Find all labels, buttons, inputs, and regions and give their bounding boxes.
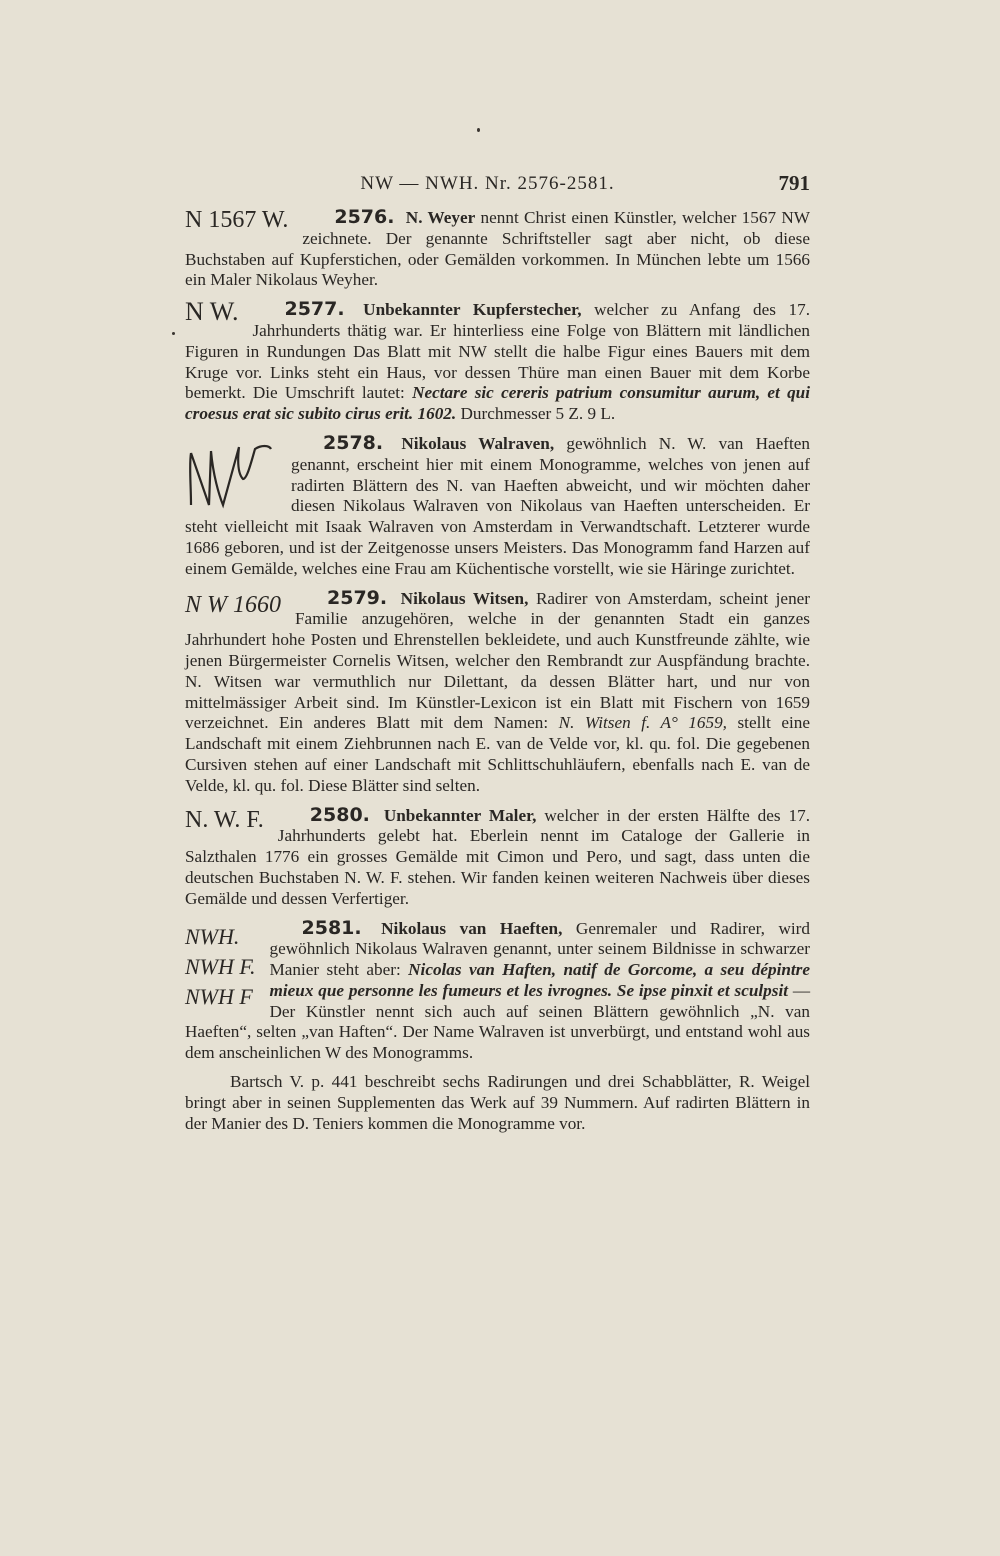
entry-text: Radirer von Amsterdam, scheint jener Familie anzugehören, welche in der genannten Stadt ein ganzes Jahrhundert hohe Posten und Ehrenstellen bekleidete, und auch Kunstfreunde zählte, wie jenen Bürgermeister Cornelis Witsen, welcher den Rembrandt zur Auspfändung brachte. N. Witsen war vermuthlich nur Dilettant, da dessen Blätter hart, und nur von mittelmässiger Arbeit sind. Im Künstler-Lexicon ist ein Blatt mit Fischern von 1659 verzeichnet. Ein anderes Blatt mit dem Namen:: [185, 588, 811, 733]
body-text: [185, 207, 810, 1134]
monogram: [185, 209, 288, 231]
entry-text: welcher zu Anfang des 17. Jahrhunderts thätig war. Er hinterliess eine Folge von Blättern mit ländlichen Figuren in Rundungen Das Blatt mit NW stellt die halbe Figur eines Bauers mit dem Kruge vor. Links steht ein Haus, vor dessen Thüre man einen Bauer mit dem Korbe bemerkt. Die Umschrift lautet:: [185, 300, 811, 403]
entry-heading: Nikolaus Walraven,: [401, 433, 555, 453]
entry-quote: Nectare sic cereris patrium consumitur aurum, et qui croesus erat sic subito cirus erit. 1602.: [185, 383, 811, 424]
monogram-text: N 1567 W.: [185, 207, 289, 233]
entry-number: 2577.: [284, 298, 345, 321]
entry-number: 2580.: [309, 803, 370, 826]
running-head: [185, 173, 810, 197]
entry-2578: [185, 433, 810, 580]
entry-text: welcher in der ersten Hälfte des 17. Jahrhunderts gelebt hat. Eberlein nennt im Cataloge der Gallerie in Salzthalen 1776 ein grosses Gemälde mit Cimon und Pero, und sagt, dass unten die deutschen Buchstaben N. W. F. stehen. Wir fanden keinen weiteren Nachweis über dieses Gemälde und dessen Verfertiger.: [185, 805, 811, 908]
entry-tail: Durchmesser 5 Z. 9 L.: [460, 404, 616, 424]
header-title: NW — NWH. Nr. 2576-2581.: [360, 173, 615, 194]
entry-2577: [185, 299, 810, 425]
page-number: 791: [778, 171, 810, 195]
monogram-text: NWH F.: [185, 953, 256, 979]
entry-number: 2576.: [334, 206, 395, 228]
entry-heading: N. Weyer: [405, 208, 476, 227]
monogram: [185, 591, 281, 618]
nw-monogram-drawing: [185, 435, 277, 513]
entry-text: nennt Christ einen Künstler, welcher 1567 NW zeichnete. Der genannte Schriftsteller sagt aber nicht, ob diese Buchstaben auf Kupferstichen, oder Gemälden vorkommen. In München lebte um 1566 ein Maler Nikolaus Weyher.: [185, 208, 811, 290]
entry-heading: Unbekannter Kupferstecher,: [363, 300, 582, 320]
ink-dot: [477, 128, 480, 132]
entry-heading: Nikolaus Witsen,: [400, 588, 529, 608]
margin-dot: [172, 332, 175, 335]
entry-number: 2581.: [301, 916, 362, 939]
entry-2576: [185, 207, 810, 291]
monogram-text: NWH.: [185, 923, 240, 949]
closing-paragraph: Bartsch V. p. 441 beschreibt sechs Radirungen und drei Schabblätter, R. Weigel bringt aber in seinen Supplementen das Werk auf 39 Nummern. Auf radirten Blättern in der Manier des D. Teniers kommen die Monogramme vor.: [185, 1072, 810, 1133]
monogram-text: N W.: [185, 297, 239, 327]
entry-2579: [185, 588, 810, 797]
entry-tail: — Der Künstler nennt sich auch auf seinen Blättern gewöhnlich „N. van Haeften“, selten „van Haften“. Der Name Walraven ist unverbürgt, und entstand wohl aus dem anscheinlichen W des Monogramms.: [185, 980, 810, 1063]
entry-quote: Nicolas van Haften, natif de Gorcome, a seu dépintre mieux que personne les fumeurs et les ivrognes. Se ipse pinxit et sculpsit: [269, 960, 810, 1000]
monogram-text: N. W. F.: [185, 806, 264, 833]
monogram: [185, 806, 264, 833]
entry-number: 2578.: [323, 431, 384, 454]
entry-heading: Nikolaus van Haeften,: [381, 918, 563, 938]
entry-text: gewöhnlich N. W. van Haeften genannt, erscheint hier mit einem Monogramme, welches von jenen auf radirten Blättern des N. van Haeften abweicht, und wir möchten daher diesen Nikolaus Walraven von Nikolaus van Haeften unterscheiden. Er steht vielleicht mit Isaak Walraven von Amsterdam in Verwandtschaft. Letzterer wurde 1686 geboren, und ist der Zeitgenosse unsers Meisters. Das Monogramm fand Harzen auf einem Gemälde, welches eine Frau am Küchentische vorstellt, wie sie Häringe zurichtet.: [185, 433, 811, 578]
entry-quote: N. Witsen f. A° 1659,: [558, 713, 727, 733]
entry-2580: [185, 805, 810, 910]
monogram-text: NWH F: [185, 983, 253, 1009]
monogram: [185, 297, 239, 327]
monogram-text: N W 1660: [185, 591, 281, 618]
entry-text: Genremaler und Radirer, wird gewöhnlich Nikolaus Walraven genannt, unter seinem Bildnisse in schwarzer Manier steht aber:: [269, 918, 810, 980]
monogram: [185, 435, 277, 513]
entry-number: 2579.: [327, 586, 388, 609]
entry-2581: [185, 918, 810, 1065]
monogram-stack: [185, 922, 256, 1012]
entry-tail: stellt eine Landschaft mit einem Ziehbrunnen nach E. van de Velde vor, kl. qu. fol. Die gegebenen Cursiven stehen auf einer Landschaft mit Schlittschuhläufern, ebenfalls nach E. van de Velde, kl. qu. fol. Diese Blätter sind selten.: [185, 713, 811, 795]
entry-heading: Unbekannter Maler,: [383, 805, 537, 825]
